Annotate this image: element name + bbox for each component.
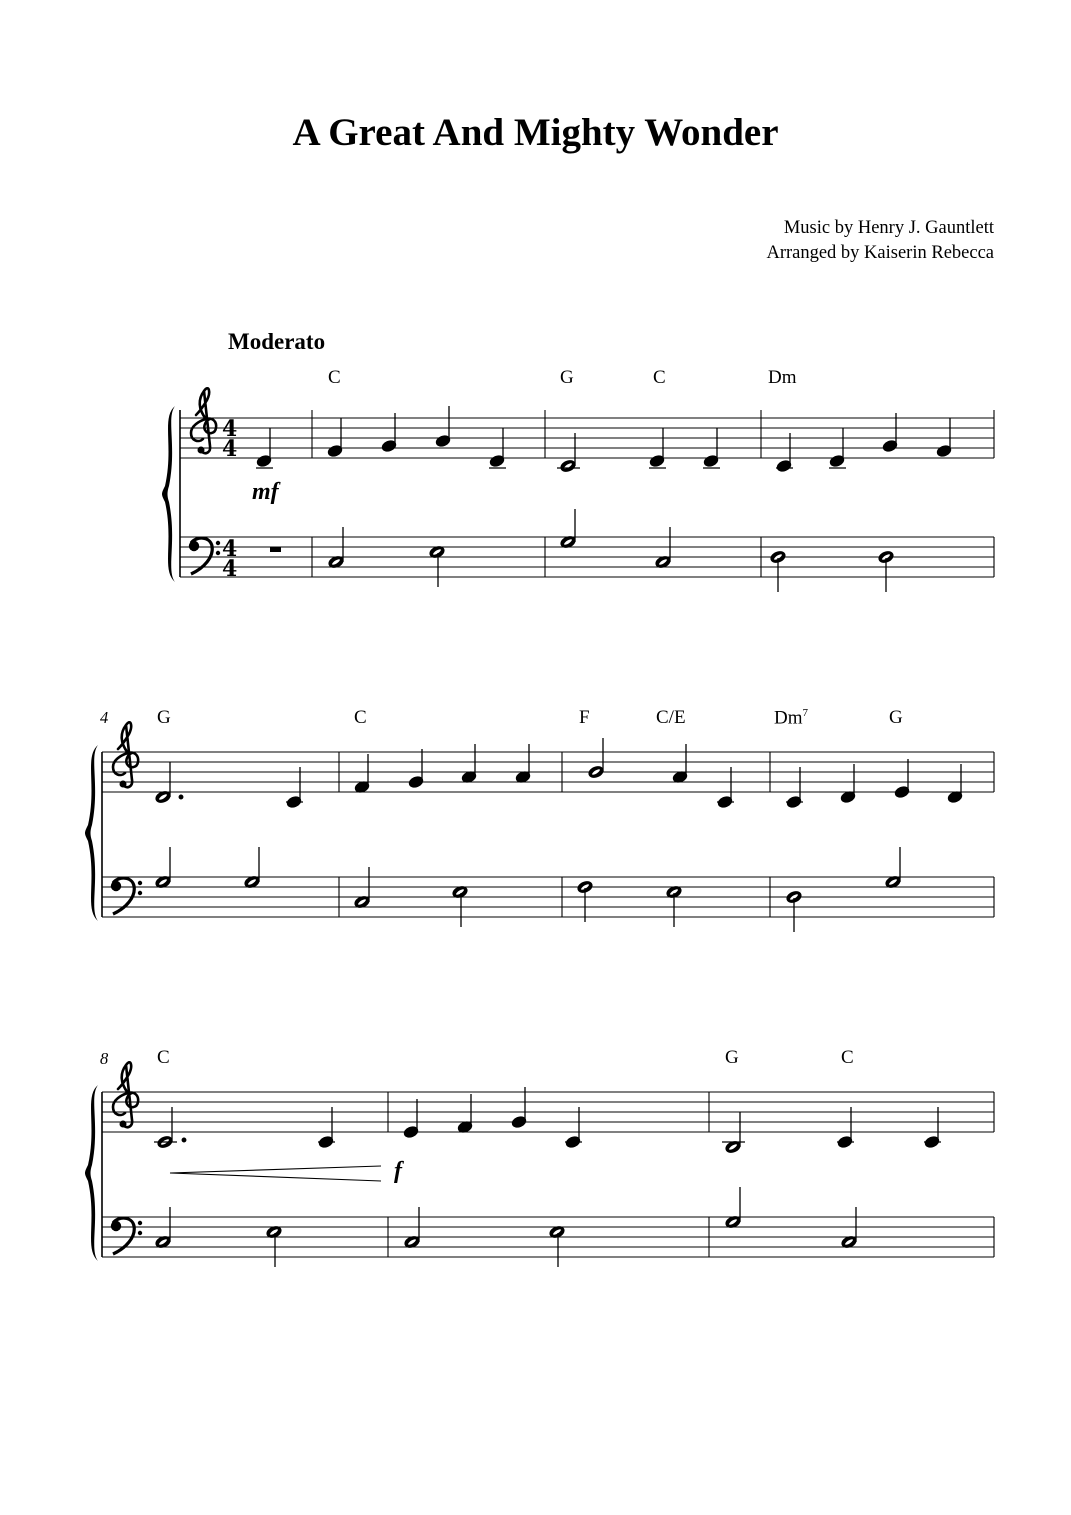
tempo-marking: Moderato bbox=[228, 329, 326, 354]
treble-clef-icon bbox=[113, 722, 138, 787]
chord-symbol: Dm bbox=[768, 367, 797, 388]
bass-clef-icon bbox=[111, 1218, 142, 1254]
chord-symbol: G bbox=[157, 707, 171, 728]
system-1 bbox=[180, 410, 994, 577]
chord-symbol: C bbox=[354, 707, 367, 728]
piano-brace bbox=[162, 406, 175, 582]
system-2 bbox=[102, 752, 994, 917]
dynamic-marking: mf bbox=[252, 479, 279, 505]
chord-symbol: G bbox=[889, 707, 903, 728]
dynamic-marking: f bbox=[394, 1158, 402, 1184]
chord-symbol: G bbox=[725, 1047, 739, 1068]
chord-symbol: C bbox=[841, 1047, 854, 1068]
treble-clef-icon bbox=[113, 1062, 138, 1127]
composer-credit: Music by Henry J. Gauntlett bbox=[783, 218, 994, 238]
arranger-credit: Arranged by Kaiserin Rebecca bbox=[766, 243, 994, 263]
bass-clef-icon bbox=[189, 538, 220, 574]
svg-text:4: 4 bbox=[222, 436, 238, 462]
chord-symbol: C/E bbox=[656, 707, 686, 728]
chord-symbol: C bbox=[328, 367, 341, 388]
measure-number: 4 bbox=[100, 708, 109, 727]
measure-number: 8 bbox=[100, 1049, 109, 1068]
chord-symbol: G bbox=[560, 367, 574, 388]
crescendo-hairpin bbox=[170, 1166, 381, 1173]
time-signature: 4 bbox=[222, 416, 238, 442]
chord-symbol: C bbox=[653, 367, 666, 388]
chord-symbol: Dm$^7$ bbox=[774, 707, 808, 729]
treble-clef-icon bbox=[191, 388, 216, 453]
sheet-title: A Great And Mighty Wonder bbox=[292, 111, 779, 154]
rest-icon bbox=[270, 547, 281, 552]
chord-symbol: F bbox=[579, 707, 590, 728]
svg-text:4: 4 bbox=[222, 556, 238, 582]
chord-symbol: C bbox=[157, 1047, 170, 1068]
system-3 bbox=[102, 1092, 994, 1257]
bass-clef-icon bbox=[111, 878, 142, 914]
svg-text:4: 4 bbox=[222, 536, 238, 562]
